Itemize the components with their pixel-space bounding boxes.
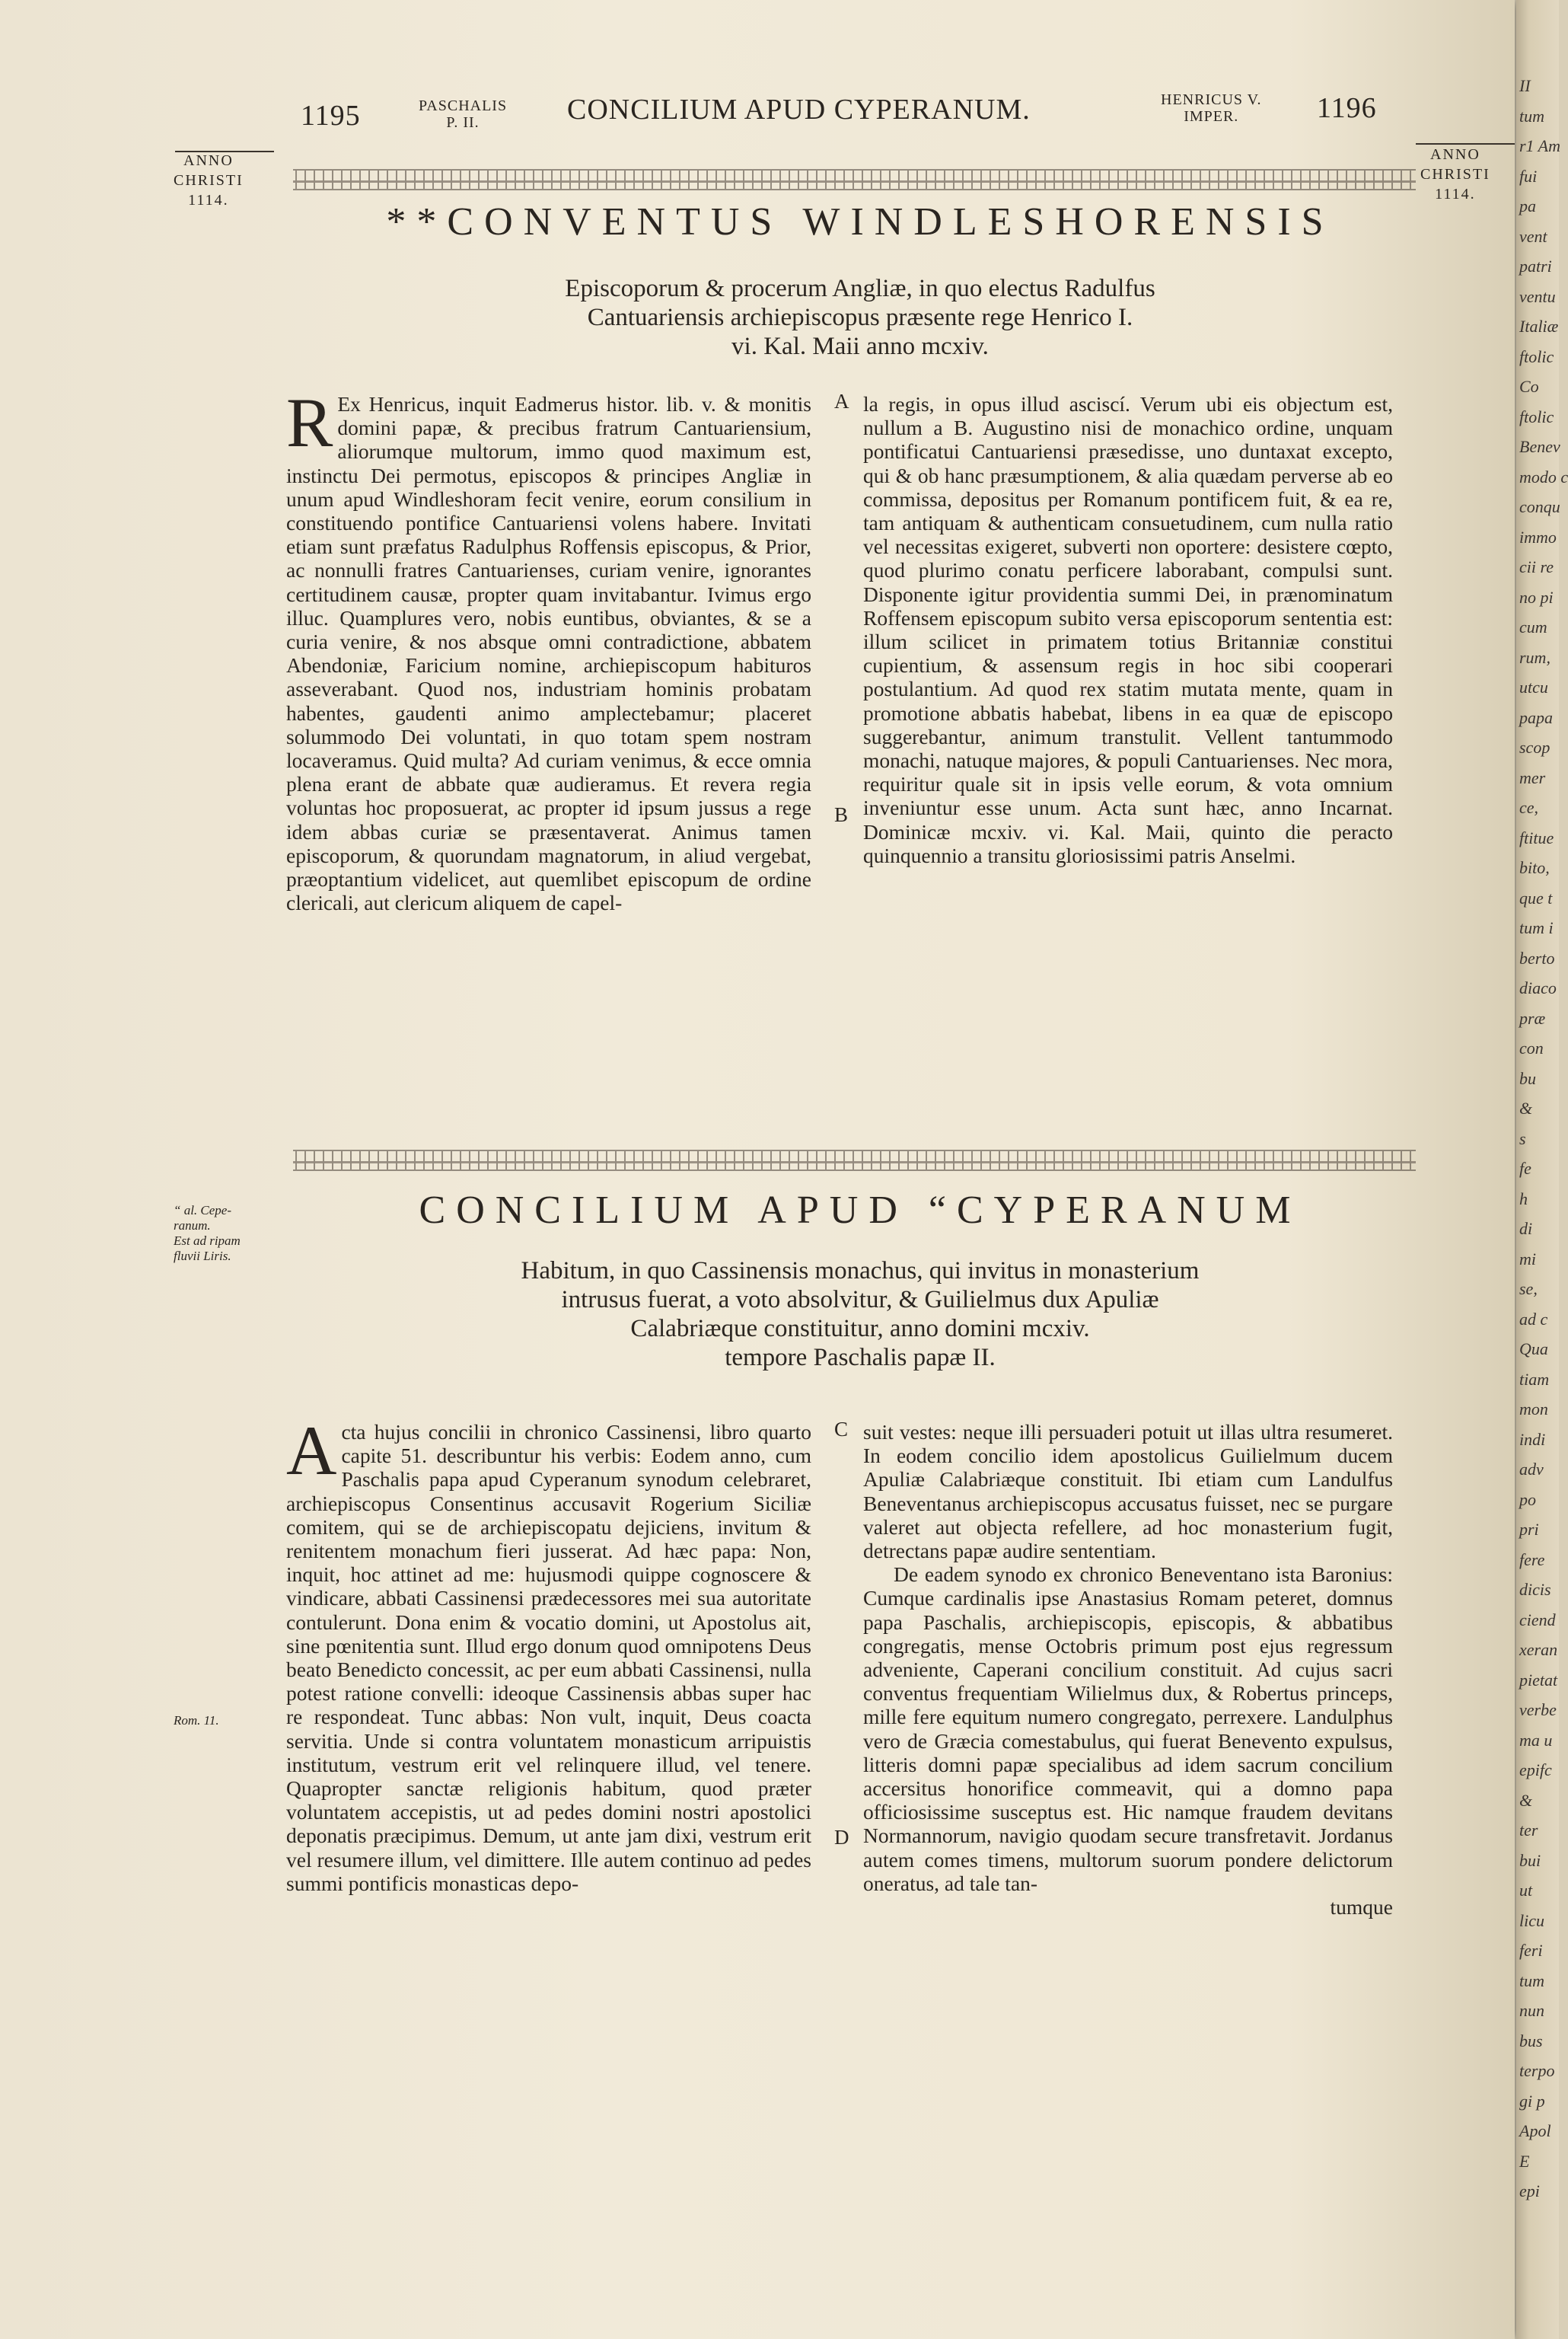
next-page-fragment: mi	[1519, 1249, 1536, 1268]
margin-note-rom: Rom. 11.	[174, 1713, 219, 1728]
next-page-edge	[1516, 0, 1568, 2339]
anno-rule-left	[175, 151, 274, 152]
next-page-fragment: s	[1519, 1128, 1526, 1148]
margin-letter-c: C	[834, 1418, 849, 1441]
next-page-fragment: ce,	[1519, 798, 1539, 817]
next-page-fragment: verbe	[1519, 1700, 1557, 1719]
section2-title: CONCILIUM APUD “CYPERANUM	[419, 1189, 1302, 1232]
next-page-fragment: tum i	[1519, 918, 1554, 937]
running-head-right-sub: HENRICUS V. IMPER.	[1161, 91, 1262, 125]
next-page-fragment: ad c	[1519, 1309, 1548, 1329]
section1-right-text: la regis, in opus illud asciscí. Verum ubi eis objectum est, nullum a B. Augustino nisi de monachico ordine, unquam pontificatui Cantuariensi præsedisse, uno duntaxat excepto, qui & ob hanc præsumptionem, & alia quædam perverse ab eo commissa, depositus per Romanum pontificem fuit, & ea re, tam antiquam & authenticam consuetudinem, cum nulla ratio vel necessitas exigeret, subverti non oportere: desistere cœpto, quod plurimo conatu perficere laborabant, compulsi sunt. Disponente igitur providentia summi Dei, in prænominatum Roffensem episcopum subito versa episcoporum sententia est: illum scilicet in primatem totius Britanniæ constitui cupientium, & assensum regis in hoc sibi cooperari postulantium. Ad quod rex statim mutata mente, quam in promotione abbatis habebat, libens in ea quæ de episcopo suggerebantur, animum transtulit. Vellent tantummodo monachi, natuque majores, & populi Cantuarienses. Nec mora, requiritur quale sit in ipsis velle eorum, & vota omnium inveniuntur esse unum. Acta sunt hæc, anno Incarnat. Dominicæ mcxiv. vi. Kal. Maii, quinto die peracto quinquennio a transitu gloriosissimi patris Anselmi.	[863, 392, 1393, 867]
section2-column-left	[286, 1412, 811, 1895]
next-page-fragment: ftolic	[1519, 346, 1554, 366]
next-page-fragment: papa	[1519, 707, 1553, 727]
next-page-fragment: cii re	[1519, 557, 1554, 576]
margin-letter-b: B	[834, 803, 849, 826]
dropcap-a: A	[286, 1412, 337, 1489]
next-page-fragment: pri	[1519, 1520, 1539, 1539]
section2-right-text-1: suit vestes: neque illi persuaderi potuit ut illas ultra resumeret. In eodem concilio idem apostolicus Guilielmum ducem Apuliæ Calabriæque constituit. Ibi etiam cum Landulfus Beneventanus archiepiscopus accusatus fuisset, nec se purgare valeret aut objecta refellere, ad hoc monasterium fugit, detrectans papæ audire sententiam.	[863, 1420, 1393, 1563]
next-page-fragment: Qua	[1519, 1339, 1548, 1358]
catchword: tumque	[1330, 1895, 1393, 1919]
dropcap-r: R	[286, 384, 333, 461]
next-page-fragment: pietat	[1519, 1670, 1558, 1690]
next-page-fragment: mon	[1519, 1399, 1548, 1418]
next-page-fragment: di	[1519, 1219, 1533, 1238]
next-page-fragment: fui	[1519, 166, 1538, 186]
next-page-fragment: nun	[1519, 2001, 1544, 2020]
next-page-fragment: pa	[1519, 196, 1536, 215]
section1-title: **CONVENTUS WINDLESHORENSIS	[386, 200, 1334, 244]
next-page-fragment: præ	[1519, 1008, 1546, 1028]
section2-subtitle: Habitum, in quo Cassinensis monachus, qui invitus in monasterium intrusus fuerat, a voto absolvitur, & Guilielmus dux Apuliæ Calabriæque constituitur, anno domini mcxiv. tempore Paschalis papæ II.	[521, 1257, 1200, 1371]
next-page-fragment: II	[1519, 76, 1531, 95]
next-page-fragment: xeran	[1519, 1640, 1558, 1659]
next-page-fragment: rum,	[1519, 647, 1550, 667]
next-page-fragment: licu	[1519, 1910, 1544, 1930]
next-page-fragment: fe	[1519, 1159, 1531, 1178]
next-page-fragment: bui	[1519, 1850, 1541, 1870]
section2-column-right	[863, 1420, 1393, 1919]
running-head-title: CONCILIUM APUD CYPERANUM.	[567, 94, 1031, 126]
next-page-fragment: dicis	[1519, 1580, 1551, 1599]
next-page-fragment: ftitue	[1519, 828, 1554, 847]
next-page-fragment: Apol	[1519, 2121, 1551, 2140]
section2-right-text-2: De eadem synodo ex chronico Beneventano ista Baronius: Cumque cardinalis ipse Anastasius Romam peteret, domnus papa Paschalis, archiepiscopis, episcopis, & abbatibus congregatis, mense Octobris primum post ejus regressum adveniente, Caperani concilium constituit. Ad cujus sacri conventus frequentiam Wilielmus dux, & Robertus princeps, mille fere equitum numero congregato, perrexere. Landulphus vero de Græcia comestabulus, qui fuerat Benevento expulsus, litteris domni papæ specialibus ad idem sacrum concilium accersitus honorifice commeavit, qui a domno papa officiosissime susceptus est. Hic namque fraudem devitans Normannorum, navigio quodam secure transfretavit. Jordanus autem comes timens, multorum suorum pondere delictorum oneratus, ad tale tan-	[863, 1562, 1393, 1895]
margin-letter-d: D	[834, 1826, 849, 1849]
next-page-fragment: con	[1519, 1039, 1544, 1058]
section1-column-right	[863, 392, 1393, 867]
next-page-fragment: modo c	[1519, 467, 1568, 487]
next-page-fragment: se,	[1519, 1279, 1538, 1298]
anno-christi-right: ANNO CHRISTI 1114.	[1420, 146, 1490, 203]
next-page-fragment: ventu	[1519, 286, 1556, 306]
next-page-fragment: Co	[1519, 377, 1539, 396]
next-page-fragment: mer	[1519, 767, 1546, 787]
next-page-fragment: epi	[1519, 2181, 1540, 2200]
next-page-fragment: patri	[1519, 257, 1552, 276]
next-page-fragment: berto	[1519, 948, 1555, 968]
section2-left-text: cta hujus concilii in chronico Cassinensi, libro quarto capite 51. describuntur his verbis: Eodem anno, cum Paschalis papa apud Cyperanum synodum celebraret, archiepiscopus Consentinus accusavit Rogerium Siciliæ comitem, qui se de archiepiscopatu dejiciens, invitum & renitentem monachum fieri jusserat. Ad hæc papa: Non, inquit, hoc attinet ad me: hujusmodi quippe cognoscere & vindicare, abbati Cassinensi prædecessores mei sua autoritate contulerunt. Dona enim & vocatio domini, ut Apostolus ait, sine pœnitentia sunt. Illud ergo donum quod omnipotens Deus beato Benedicto concessit, ac per eum abbati Cassinensi, nulla potest ratione convelli: ideoque Cassinensis abbas super hac re respondeat. Tunc abbas: Non vult, inquit, Deus coacta servitia. Unde si contra voluntatem monasticum arripuistis institutum, vestrum erit vel relinquere illud, vel tenere. Quapropter sanctæ religionis habitum, quod præter voluntatem accepistis, ut ad pedes domini nostri apostolici deponatis præcipimus. Demum, ut ante jam dixi, vestrum erit vel resumere illum, vel dimittere. Ille autem continuo ad pedes summi pontificis monasticas depo-	[286, 1420, 811, 1895]
next-page-fragment: po	[1519, 1489, 1536, 1509]
next-page-fragment: r1 Am	[1519, 136, 1560, 155]
next-page-fragment: E	[1519, 2151, 1530, 2171]
next-page-fragment: no pi	[1519, 587, 1554, 607]
next-page-fragment: bus	[1519, 2031, 1543, 2050]
next-page-fragment: bito,	[1519, 858, 1550, 877]
next-page-fragment: &	[1519, 1099, 1533, 1118]
margin-note-ceperanum: “ al. Cepe- ranum. Est ad ripam fluvii Liris.	[174, 1203, 241, 1263]
next-page-fragment: Benev	[1519, 437, 1560, 456]
next-page-fragment: que t	[1519, 888, 1553, 908]
section1-subtitle: Episcoporum & procerum Angliæ, in quo electus Radulfus Cantuariensis archiepiscopus præsente rege Henrico I. vi. Kal. Maii anno mcxiv.	[565, 275, 1155, 360]
next-page-fragment: feri	[1519, 1941, 1543, 1960]
next-page-fragment: indi	[1519, 1429, 1546, 1449]
next-page-fragment: ut	[1519, 1881, 1533, 1900]
next-page-fragment: fere	[1519, 1549, 1545, 1569]
next-page-fragment: scop	[1519, 738, 1550, 757]
next-page-fragment: cum	[1519, 617, 1547, 637]
next-page-fragment: adv	[1519, 1460, 1544, 1479]
page-number-left: 1195	[301, 100, 361, 132]
next-page-fragment: gi p	[1519, 2091, 1545, 2111]
next-page-fragment: tum	[1519, 106, 1544, 126]
next-page-fragment: ftolic	[1519, 407, 1554, 426]
next-page-fragment: tiam	[1519, 1369, 1550, 1389]
page-number-right: 1196	[1317, 92, 1377, 124]
ornament-band-middle	[293, 1150, 1416, 1171]
next-page-fragment: Italiæ	[1519, 317, 1559, 336]
next-page-fragment: tum	[1519, 1970, 1544, 1990]
next-page-fragment: ter	[1519, 1820, 1538, 1840]
section1-left-text: Ex Henricus, inquit Eadmerus histor. lib. v. & monitis domini papæ, & precibus fratrum Cantuariensium, aliorumque multorum, immo quod maximum est, instinctu Dei permotus, episcopos & principes Angliæ in unum apud Windleshoram fecit venire, eorum consilium in constituendo pontifice Cantuariensi volens habere. Invitati etiam sunt præfatus Radulphus Roffensis episcopus, & Prior, ac nonnulli fratres Cantuarienses, curiam venire, ignorantes certitudinem causæ, propter quam invitabantur. Ivimus ergo illuc. Quamplures vero, nobis euntibus, obviantes, & se a curia venire, & nos absque omni contradictione, abbatem Abendoniæ, Faricium nomine, archiepiscopum habituros asseverabant. Quod nos, industriam hominis probatam habentes, gaudenti animo amplectebamur; placeret solummodo Dei voluntati, in quo totam spem nostram locaveramus. Quid multa? Ad curiam venimus, & ecce omnia plena erant de abbate quæ audieramus. Et revera regia voluntas hoc proposuerat, ac propter id ipsum jussus a rege idem abbas curiæ se præsentaverat. Animus tamen episcoporum, & quorundam magnatorum, in aliud vergebat, præoptantium videlicet, aut quemlibet episcopum de ordine clericali, aut clericum aliquem de capel-	[286, 392, 811, 915]
next-page-fragment: h	[1519, 1189, 1528, 1208]
anno-christi-left: ANNO CHRISTI 1114.	[174, 152, 244, 209]
next-page-fragment: ma u	[1519, 1730, 1553, 1750]
next-page-fragment: bu	[1519, 1068, 1536, 1088]
next-page-fragment: epifc	[1519, 1760, 1552, 1779]
anno-rule-right	[1416, 143, 1515, 145]
next-page-fragment: immo	[1519, 527, 1557, 547]
next-page-fragment: utcu	[1519, 678, 1548, 697]
ornament-band-top	[293, 169, 1416, 190]
next-page-fragment: ciend	[1519, 1610, 1556, 1629]
next-page-fragment: diaco	[1519, 978, 1557, 997]
next-page-fragment: vent	[1519, 226, 1547, 246]
next-page-fragment: conqu	[1519, 497, 1560, 516]
running-head-left-sub: PASCHALIS P. II.	[419, 97, 508, 131]
next-page-fragment: &	[1519, 1790, 1533, 1810]
margin-letter-a: A	[834, 390, 849, 413]
next-page-fragment: terpo	[1519, 2061, 1555, 2080]
section1-column-left	[286, 384, 811, 915]
